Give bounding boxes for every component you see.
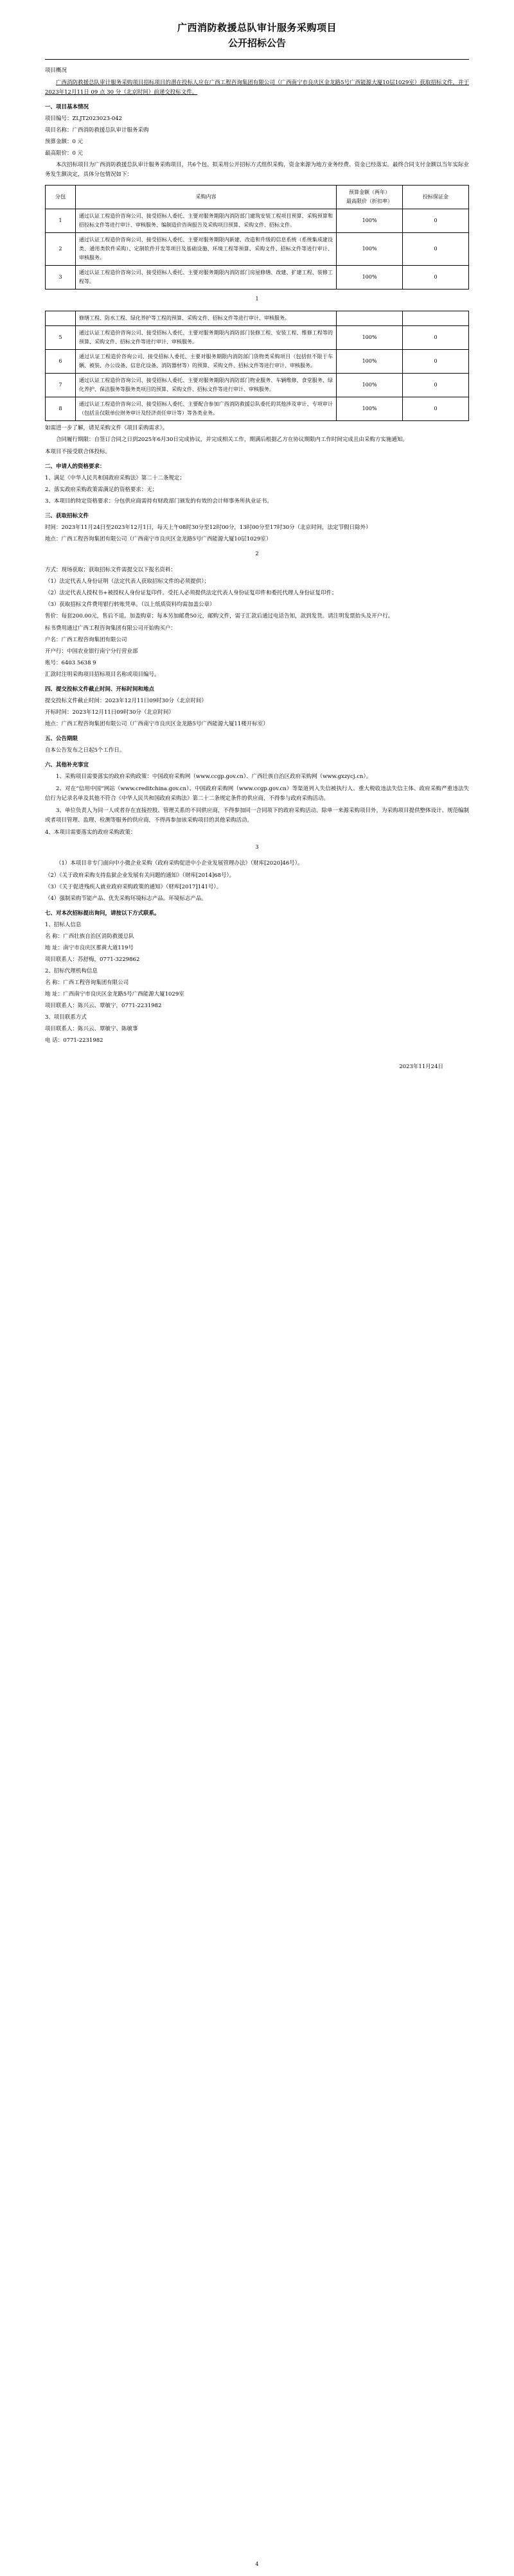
- table-row: [46, 397, 469, 421]
- project-tel-row: [45, 1036, 469, 1046]
- bank-value: 中国农业银行南宁分行营业部: [67, 648, 138, 655]
- project-name-row: [45, 126, 469, 135]
- budget-label: 预算金额：: [45, 139, 73, 145]
- row-deposit: 0: [403, 374, 469, 397]
- tenderer-name-row: [45, 932, 469, 942]
- row-budget: 100%: [337, 326, 403, 350]
- account-row: [45, 659, 469, 668]
- tenderer-address-row: [45, 944, 469, 953]
- doc-method-label: 方式：: [45, 567, 62, 573]
- max-price-row: [45, 149, 469, 159]
- row-lot: 2: [46, 233, 76, 266]
- page-subtitle: 公开招标公告: [227, 37, 286, 49]
- page-title: 广西消防救援总队审计服务采购项目: [177, 22, 337, 33]
- table-row: [46, 374, 469, 397]
- agency-address-label: 地 址：: [45, 991, 64, 998]
- row-deposit: [403, 311, 469, 326]
- row-deposit: 0: [403, 266, 469, 290]
- tenderer-name-label: 名 称：: [45, 933, 64, 940]
- policy-item-3: （3）《关于促进残疾人就业政府采购政策的通知》（财库[2017]141号）。: [45, 884, 222, 890]
- section-5-heading: 五、公告期限: [45, 736, 78, 742]
- project-contact-label: 项目联系人：: [45, 1026, 78, 1032]
- doc-place-value: 广西工程咨询集团有限公司（广西南宁市良庆区金龙路5号广西能源大厦10层1029室）: [61, 536, 272, 542]
- bid-open-time-row: [45, 708, 469, 718]
- bid-open-time-value: 2023年12月11日09时30分（北京时间）: [72, 709, 174, 716]
- doc-method-item-3: （3）获取招标文件费用银行转账凭单。（以上纸质资料均需加盖公章）: [45, 601, 215, 608]
- bid-open-place-label: 地点：: [45, 721, 62, 727]
- page-number-1: 1: [255, 296, 259, 302]
- project-contact-title: 3、项目联系方式: [45, 1014, 87, 1021]
- tenderer-name-value: 广西壮族自治区消防救援总队: [63, 933, 134, 940]
- section-2-heading: 二、申请人的资格要求：: [45, 463, 105, 470]
- bank-remark: 汇款时注明采购项目招标项目名称或项目编号。: [45, 671, 160, 678]
- project-code-label: 项目编号：: [45, 116, 73, 122]
- note-2: 合同履行期限：自签订合同之日到2025年6月30日完成协议，并完成相关工作，期满后根据乙方在协议期限内工作时间完成且由采购方实施通知。: [56, 437, 408, 443]
- tenderer-address-value: 南宁市良庆区那黄大道119号: [63, 945, 134, 951]
- row-budget: 100%: [337, 266, 403, 290]
- project-tel-label: 电 话：: [45, 1037, 64, 1044]
- page-number-2: 2: [255, 551, 259, 557]
- row-lot: 1: [46, 209, 76, 233]
- doc-place-row: [45, 535, 469, 544]
- doc-method-value: 现场获取；获取招标文件需提交以下报名资料：: [61, 567, 177, 573]
- other-item-2: 2、对在“信用中国”网站（www.creditchina.gov.cn）、中国政府采购网（www.ccgp.gov.cn）等渠道列入失信被执行人、重大税收违法失信主体、政府采购严重违法失信行为记录名单及其他不符合《中华人民共和国政府采购法》第二十二条规定条件的供应商，不得参与政府采购活动。: [45, 786, 469, 802]
- signature-date: 2023年11月24日: [399, 1064, 443, 1070]
- doc-method-item-2: （2）法定代表人授权书+被授权人身份证复印件。受托人必须提供法定代表人身份证复印件和委托代理人身份证复印件；: [45, 590, 337, 596]
- row-budget: 100%: [337, 374, 403, 397]
- bid-lots-table-continued: [45, 311, 469, 421]
- tenderer-contact-value: 苏舒梅，0771-3229862: [78, 956, 140, 963]
- row-content: 通过认证工程造价咨询公司、接受招标人委托、主要对服务期限内消防部门物业服务、车辆维修、食堂服务、绿化养护、保洁服务等服务类项目的预算、采购文件、招标文件等进行审计、审核服务。: [76, 374, 337, 397]
- section-4-heading: 四、提交投标文件截止时间、开标时间和地点: [45, 686, 155, 693]
- agency-info-title: 2、招标代理机构信息: [45, 968, 98, 974]
- row-budget: 100%: [337, 233, 403, 266]
- section-1-heading: 一、项目基本情况: [45, 104, 89, 110]
- row-lot: 6: [46, 350, 76, 374]
- other-item-4: 4、本项目需要落实的政府采购政策：: [45, 829, 136, 836]
- row-lot: 7: [46, 374, 76, 397]
- bank-account-name-value: 广西工程咨询集团有限公司: [61, 637, 127, 643]
- title-divider: [45, 59, 469, 60]
- page-number-4: 4: [255, 2561, 259, 2567]
- row-budget: [337, 311, 403, 326]
- bank-title: 标书费用通过广西工程咨询集团有限公司开始购买户：: [45, 625, 177, 632]
- doc-price-value: 每套200.00元，售后不退。加盖购章；每本另加邮费50元，邮购文件，需于汇款后通过电话告知，款到发货。请注明发票抬头及开户行。: [61, 613, 394, 619]
- row-budget: 100%: [337, 397, 403, 421]
- agency-address-row: [45, 990, 469, 999]
- doc-method-item-1: （1）法定代表人身份证明（法定代表人获取招标文件的必须提供）；: [45, 578, 210, 585]
- agency-name-label: 名 称：: [45, 980, 64, 986]
- row-deposit: 0: [403, 233, 469, 266]
- table-row: [46, 266, 469, 290]
- bid-open-place-row: [45, 720, 469, 729]
- doc-price-row: [45, 612, 469, 621]
- agency-contact-row: [45, 1001, 469, 1011]
- table-header-row: [46, 186, 469, 209]
- account-label: 账号：: [45, 660, 62, 666]
- doc-time-row: [45, 523, 469, 533]
- other-item-3: 3、单位负责人为同一人或者存在直接控股、管理关系的不同供应商，不得参加同一合同项下的政府采购活动。除单一来源采购项目外，为采购项目提供整体设计、规范编制或者项目管理、监理、检测等服务的供应商，不得再参加该采购项目的其他采购活动。: [45, 808, 469, 824]
- agency-name-value: 广西工程咨询集团有限公司: [63, 980, 129, 986]
- tenderer-contact-label: 项目联系人：: [45, 956, 78, 963]
- policy-item-2: （2）《关于政府采购支持监狱企业发展有关问题的通知》（财库[2014]68号）。: [45, 872, 235, 879]
- doc-time-value: 2023年11月24日至2023年12月1日，每天上午08时30分至12时00分，13时00分至17时30分（北京时间，法定节假日除外）: [61, 524, 371, 531]
- bank-row: [45, 647, 469, 657]
- header-budget: 预算金额（两年） 最高限价（折扣率）: [337, 186, 403, 209]
- row-content: 通过认证工程造价咨询公司、接受招标人委托、主要对服务期限内消防部门建筑安装工程项目预算、采购预算和招投标文件等进行审计、审核服务、编制造价咨询报告及采购项目预算、采购文件、招标文件。: [76, 209, 337, 233]
- row-deposit: 0: [403, 397, 469, 421]
- note-3: 本项目不接受联合体投标。: [45, 449, 111, 455]
- doc-method-row: [45, 566, 469, 575]
- table-row: [46, 326, 469, 350]
- max-price-label: 最高限价：: [45, 150, 73, 157]
- row-deposit: 0: [403, 326, 469, 350]
- project-name-label: 项目名称：: [45, 127, 73, 134]
- tenderer-info-title: 1、招标人信息: [45, 922, 82, 928]
- table-row: [46, 350, 469, 374]
- tenderer-contact-row: [45, 955, 469, 965]
- row-lot: 5: [46, 326, 76, 350]
- project-label: 项目概况: [45, 67, 67, 74]
- project-description: 本次招标项目为广西消防救援总队审计服务采购项目，共6个包。拟采用公开招标方式组织采购，资金来源为地方业务经费、资金已经落实。最终合同支付金额以当年实际业务发生额决定，具体分包情况如下：: [45, 162, 469, 178]
- qualification-item-2: 2、落实政府采购政策需满足的资格要求：无；: [45, 487, 158, 493]
- row-content: 通过认证工程造价咨询公司、接受招标人委托、主要对服务期限内消防部门房屋修缮、改建、扩建工程、装修工程等。: [76, 266, 337, 290]
- project-contact-row: [45, 1024, 469, 1034]
- agency-contact-value: 陈兴云、覃敏宁，0771-2231982: [78, 1003, 162, 1009]
- row-content: 修缮工程、防水工程、绿化养护等工程的预算、采购文件、招标文件等进行审计、审核服务。: [76, 311, 337, 326]
- other-item-1: 1、采购项目需要落实的政府采购政策：中国政府采购网（www.ccgp.gov.cn）、广西壮族自治区政府采购网（www.gxzycj.cn）。: [56, 774, 372, 780]
- row-content: 通过认证工程造价咨询公司、接受招标人委托、主要对服务期限内消防部门装修工程、安装工程、维修工程等的预算、采购文件、招标文件等进行审计、审核服务。: [76, 326, 337, 350]
- row-content: 通过认证工程造价咨询公司、接受招标人委托、主要对服务期限内新建、改造和升级的信息系统（系统集成建设类、通用类软件采购）、定制软件开发等项目及基础设施、环境工程等预算、采购文件、招标文件等进行审计、审核服务。: [76, 233, 337, 266]
- row-lot: 8: [46, 397, 76, 421]
- row-content: 通过认证工程造价咨询公司、接受招标人委托、主要配合参加广西消防救援总队委托的其他涉及审计、专项审计（包括且仅限单位财务审计及经济责任审计等）等各类业务。: [76, 397, 337, 421]
- row-deposit: 0: [403, 350, 469, 374]
- table-row: [46, 209, 469, 233]
- policy-item-1: （1）本项目非专门面向中小微企业采购（政府采购促进中小企业发展管理办法》（财库[2020]46号）。: [56, 860, 303, 867]
- qualification-item-1: 1、满足《中华人民共和国政府采购法》第二十二条规定；: [45, 475, 185, 481]
- bid-lots-table: [45, 185, 469, 290]
- row-deposit: 0: [403, 209, 469, 233]
- project-contact-value: 陈兴云、覃敏宁、陈敏事: [78, 1026, 138, 1032]
- project-code-row: [45, 114, 469, 124]
- announcement-period-text: 自本公告发布之日起5个工作日。: [45, 747, 125, 754]
- submission-deadline-row: [45, 696, 469, 706]
- table-row: [46, 233, 469, 266]
- note-1: 如需进一步了解，请见采购文件《项目采购需求》。: [45, 425, 168, 431]
- bank-label: 开户行：: [45, 648, 67, 655]
- row-lot: 3: [46, 266, 76, 290]
- submission-deadline-value: 2023年12月11日09时30分（北京时间）: [105, 698, 207, 704]
- agency-contact-label: 项目联系人：: [45, 1003, 78, 1009]
- agency-address-value: 广西南宁市良庆区金龙路5号广西能源大厦1029室: [63, 991, 184, 998]
- max-price-value: 0 元: [72, 150, 84, 157]
- row-budget: 100%: [337, 209, 403, 233]
- doc-time-label: 时间：: [45, 524, 62, 531]
- project-tel-value: 0771-2231982: [63, 1037, 103, 1044]
- section-7-heading: 七、对本次招标提出询问，请按以下方式联系。: [45, 910, 160, 917]
- row-lot: [46, 311, 76, 326]
- bid-open-time-label: 开标时间：: [45, 709, 73, 716]
- budget-row: [45, 137, 469, 147]
- row-content: 通过认证工程造价咨询公司、接受招标人委托、主要对服务期限内消防部门货物类采购项目（包括但不限于车辆、被装、办公设备、信息化设备、消防器材等）的预算、采购文件、招标文件等进行审计、审核服务。: [76, 350, 337, 374]
- qualification-item-3: 3、本项目的特定资格要求：分包供应商需持有财政部门颁发的有效的会计师事务所执业证书。: [45, 498, 272, 505]
- section-6-heading: 六、其他补充事宜: [45, 762, 89, 768]
- agency-name-row: [45, 978, 469, 988]
- project-intro: 广西消防救援总队审计服务采购项目招标项目的潜在投标人应在广西工程咨询集团有限公司（广西南宁市良庆区金龙路5号广西能源大厦10层1029室）获取招标文件，并于2023年12月11日 09 点 30 分（北京时间）前递交投标文件。: [45, 80, 469, 96]
- doc-price-label: 售价：: [45, 613, 62, 619]
- header-content: 采购内容: [76, 186, 337, 209]
- project-code-value: ZLJT2023023-042: [72, 116, 123, 122]
- page-number-3: 3: [255, 844, 259, 850]
- bid-open-place-value: 广西工程咨询集团有限公司（广西南宁市良庆区金龙路5号广西能源大厦11楼开标室）: [61, 721, 269, 727]
- bank-account-name-label: 户名：: [45, 637, 62, 643]
- header-deposit: 投标保证金: [403, 186, 469, 209]
- header-lot: 分包: [46, 186, 76, 209]
- row-budget: 100%: [337, 350, 403, 374]
- table-row: [46, 311, 469, 326]
- doc-place-label: 地点：: [45, 536, 62, 542]
- account-value: 6403 5638 9: [61, 660, 96, 666]
- submission-deadline-label: 提交投标文件截止时间：: [45, 698, 105, 704]
- section-3-heading: 三、获取招标文件: [45, 513, 89, 519]
- tenderer-address-label: 地 址：: [45, 945, 64, 951]
- budget-value: 0 元: [72, 139, 84, 145]
- project-name-value: 广西消防救援总队审计服务采购: [72, 127, 149, 134]
- bank-account-name-row: [45, 635, 469, 645]
- policy-item-4: （4）强制采购节能产品、优先采购环境标志产品。环境标志产品。: [45, 895, 207, 902]
